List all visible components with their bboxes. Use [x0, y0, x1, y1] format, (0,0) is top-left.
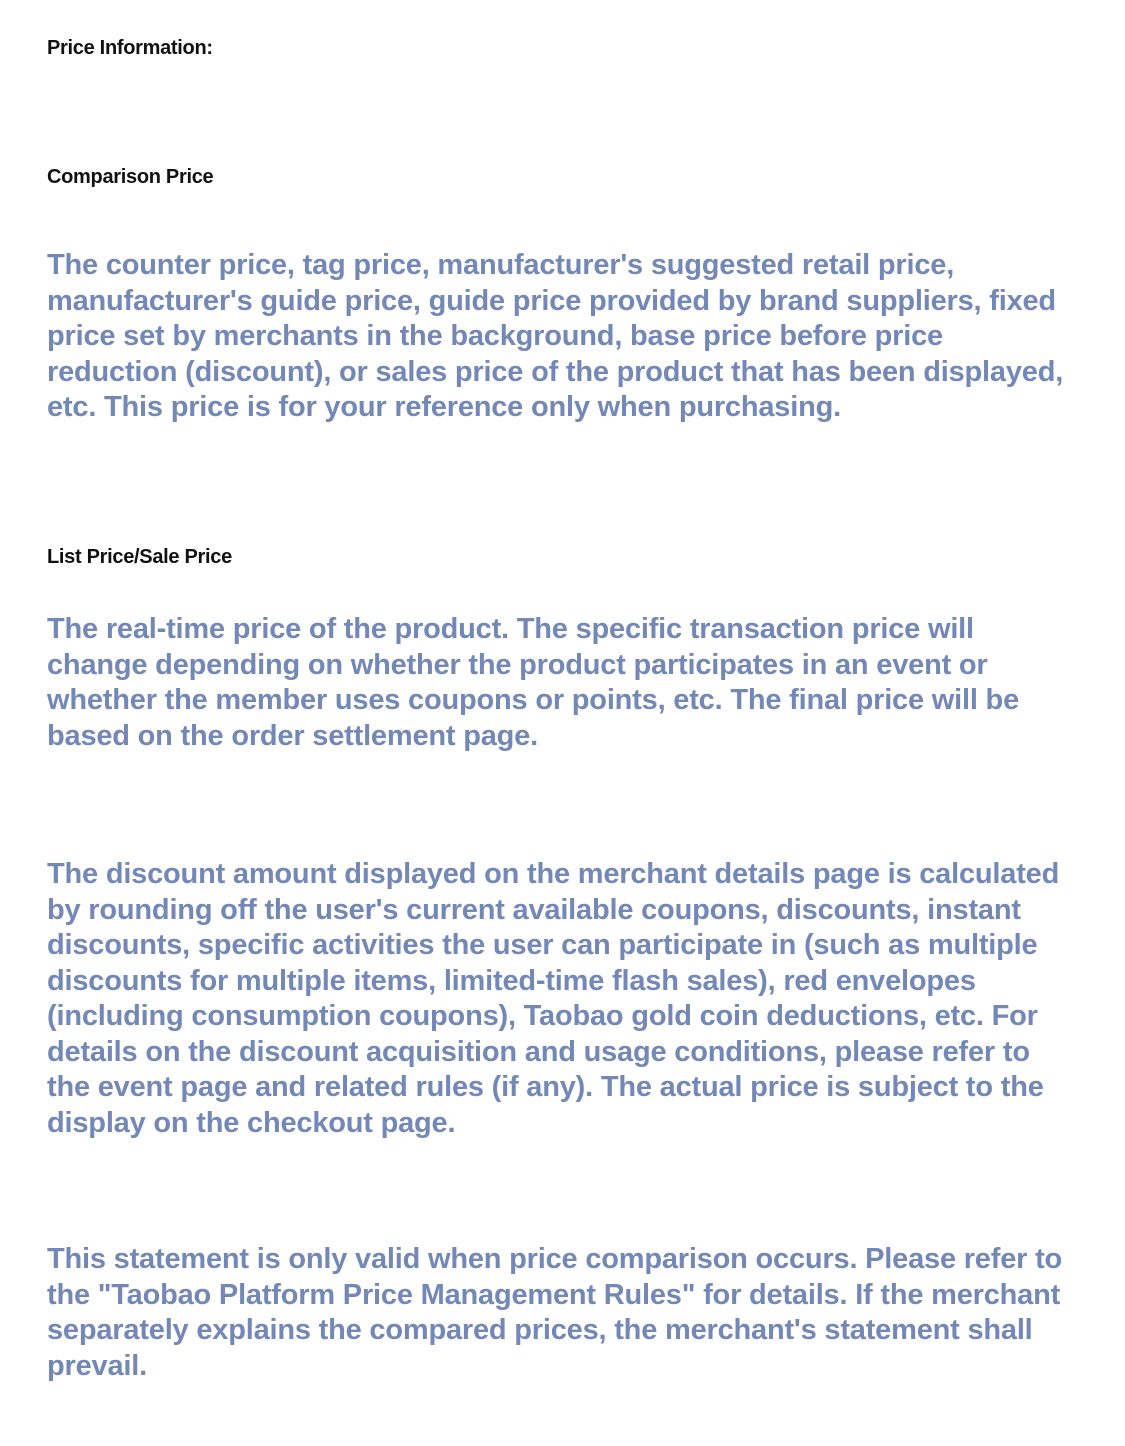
page-title: Price Information: [47, 37, 213, 59]
comparison-price-description: The counter price, tag price, manufacturer's suggested retail price, manufacturer's guide price, guide price provided by brand suppliers, fixed price set by merchants in the background, base price before price reduction (discount), or sales price of the product that has been displayed, etc. This price is for your reference only when purchasing. [47, 249, 1064, 423]
discount-note: The discount amount displayed on the merchant details page is calculated by rounding off the user's current available coupons, discounts, instant discounts, specific activities the user can participate in (such as multiple discounts for multiple items, limited-time flash sales), red envelopes (including consumption coupons), Taobao gold coin deductions, etc. For details on the discount acquisition and usage conditions, please refer to the event page and related rules (if any). The actual price is subject to the display on the checkout page. [47, 858, 1060, 1139]
comparison-price-heading: Comparison Price [47, 166, 214, 188]
statement-note: This statement is only valid when price comparison occurs. Please refer to the "Taobao Platform Price Management Rules" for details. If the merchant separately explains the compared prices, the merchant's statement shall prevail. [47, 1243, 1063, 1382]
list-price-description: The real-time price of the product. The specific transaction price will change depending on whether the product participates in an event or whether the member uses coupons or points, etc. The final price will be based on the order settlement page. [47, 613, 1019, 752]
list-price-heading: List Price/Sale Price [47, 546, 232, 568]
